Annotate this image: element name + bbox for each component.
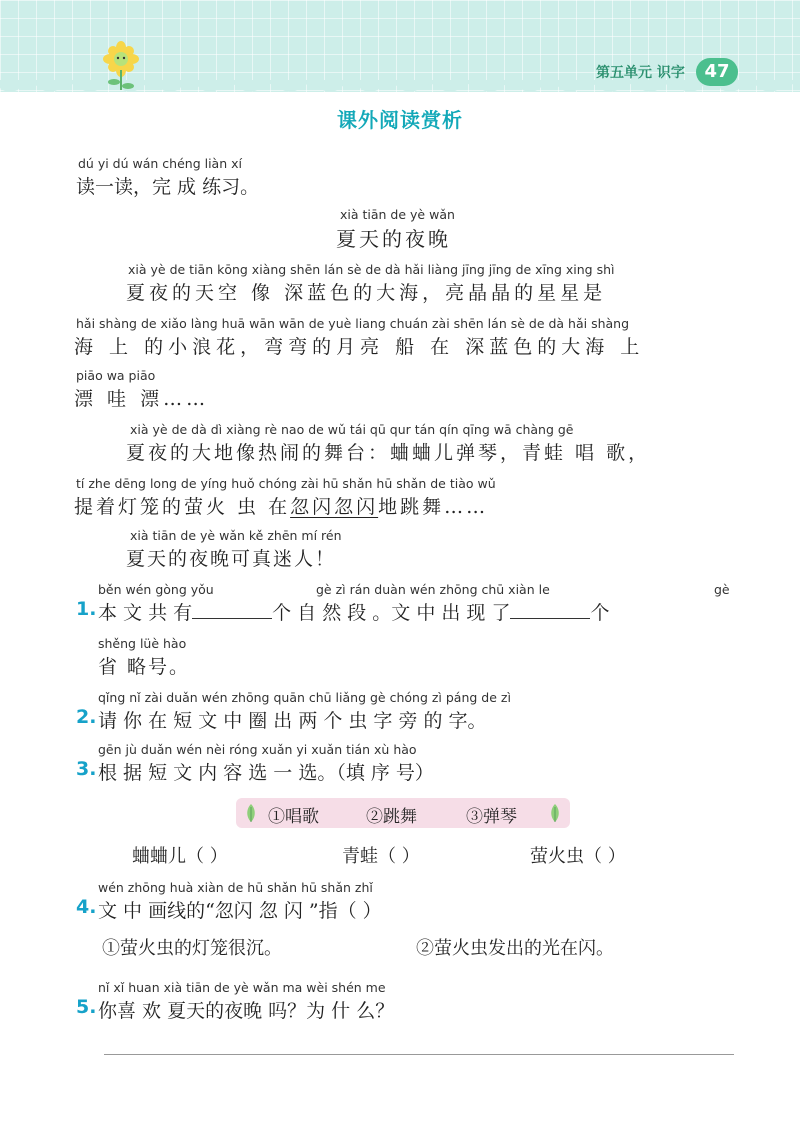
q2-text: 请 你 在 短 文 中 圈 出 两 个 虫 字 旁 的 字。 — [98, 710, 487, 732]
passage-line-1-pinyin: xià yè de tiān kōng xiàng shēn lán sè de dà hǎi liàng jīng jīng de xīng xing shì — [128, 262, 615, 277]
passage-line-5-pinyin: tí zhe dēng long de yíng huǒ chóng zài hū shǎn hū shǎn de tiào wǔ — [76, 476, 496, 491]
leaf-icon — [244, 803, 258, 823]
q3-number: 3. — [76, 758, 97, 780]
q1-cont-pinyin: shěng lüè hào — [98, 636, 187, 651]
q1-number: 1. — [76, 598, 97, 620]
passage-line-2-pinyin: hǎi shàng de xiǎo làng huā wān wān de yuè liang chuán zài shēn lán sè de dà hǎi shàng — [76, 316, 630, 331]
q3-item-cricket[interactable]: 蛐蛐儿（ ） — [132, 846, 228, 867]
passage-line-5-after: 地跳舞…… — [378, 496, 489, 518]
page-number: 47 — [696, 58, 738, 86]
instruction-pinyin: dú yi dú wán chéng liàn xí — [78, 156, 242, 171]
passage-heading: 夏天的夜晚 — [336, 227, 451, 251]
options-box — [236, 798, 570, 828]
passage-line-6-pinyin: xià tiān de yè wǎn kě zhēn mí rén — [130, 528, 342, 543]
instruction-text: 读一读，完 成 练习。 — [76, 176, 260, 198]
passage-line-4-pinyin: xià yè de dà dì xiàng rè nao de wǔ tái qū qur tán qín qīng wā chàng gē — [130, 422, 574, 437]
q2-pinyin: qǐng nǐ zài duǎn wén zhōng quān chū liǎng gè chóng zì páng de zì — [98, 690, 511, 705]
q5-number: 5. — [76, 996, 97, 1018]
underlined-phrase: 忽闪忽闪 — [290, 496, 379, 518]
passage-line-3-pinyin: piāo wa piāo — [76, 368, 156, 383]
passage-line-2: 海 上 的小浪花，弯弯的月亮 船 在 深蓝色的大海 上 — [74, 336, 645, 358]
q1-pinyin-b: gè zì rán duàn wén zhōng chū xiàn le — [316, 582, 550, 597]
leaf-icon — [548, 803, 562, 823]
passage-line-6: 夏天的夜晚可真迷人！ — [126, 548, 337, 570]
q4-number: 4. — [76, 896, 97, 918]
q3-item-frog[interactable]: 青蛙（ ） — [342, 846, 420, 867]
answer-line[interactable] — [104, 1054, 734, 1055]
sunflower-icon — [98, 40, 144, 92]
q1-cont-text: 省 略号。 — [98, 656, 191, 678]
unit-label: 第五单元 识字 — [596, 65, 685, 81]
page-title: 课外阅读赏析 — [337, 108, 463, 132]
q1-text-c: 个 — [590, 602, 610, 624]
q1-text-b: 个 自 然 段 。文 中 出 现 了 — [272, 602, 511, 624]
q3-text: 根 据 短 文 内 容 选 一 选。（填 序 号） — [98, 762, 434, 784]
passage-line-5-before: 提着灯笼的萤火 虫 在 — [74, 496, 291, 518]
passage-line-4: 夏夜的大地像热闹的舞台：蛐蛐儿弹琴，青蛙 唱 歌， — [126, 442, 651, 464]
q1-text — [98, 598, 609, 625]
passage-line-1: 夏夜的天空 像 深蓝色的大海，亮晶晶的星星是 — [126, 282, 607, 304]
option-sing: ①唱歌 — [268, 807, 319, 827]
passage-line-5 — [74, 492, 488, 519]
q2-number: 2. — [76, 706, 97, 728]
q4-choice-1[interactable]: ①萤火虫的灯笼很沉。 — [102, 938, 282, 959]
q1-pinyin-c: gè — [714, 582, 730, 597]
q4-pinyin: wén zhōng huà xiàn de hū shǎn hū shǎn zhǐ — [98, 880, 373, 895]
q1-blank-paragraphs[interactable] — [192, 602, 272, 619]
q1-text-a: 本 文 共 有 — [98, 602, 193, 624]
option-zither: ③弹琴 — [466, 807, 517, 827]
passage-heading-pinyin: xià tiān de yè wǎn — [340, 207, 455, 222]
q4-choice-2[interactable]: ②萤火虫发出的光在闪。 — [416, 938, 614, 959]
passage-line-3: 漂 哇 漂…… — [74, 388, 210, 410]
q5-text: 你喜 欢 夏天的夜晚 吗？为 什 么？ — [98, 1000, 395, 1022]
q3-pinyin: gēn jù duǎn wén nèi róng xuǎn yi xuǎn tián xù hào — [98, 742, 417, 757]
q1-pinyin-a: běn wén gòng yǒu — [98, 582, 214, 597]
q3-item-firefly[interactable]: 萤火虫（ ） — [530, 846, 626, 867]
option-dance: ②跳舞 — [366, 807, 417, 827]
q4-text: 文 中 画线的“忽闪 忽 闪 ”指（ ） — [98, 900, 382, 922]
q5-pinyin: nǐ xǐ huan xià tiān de yè wǎn ma wèi shén me — [98, 980, 386, 995]
q1-blank-ellipses[interactable] — [510, 602, 590, 619]
